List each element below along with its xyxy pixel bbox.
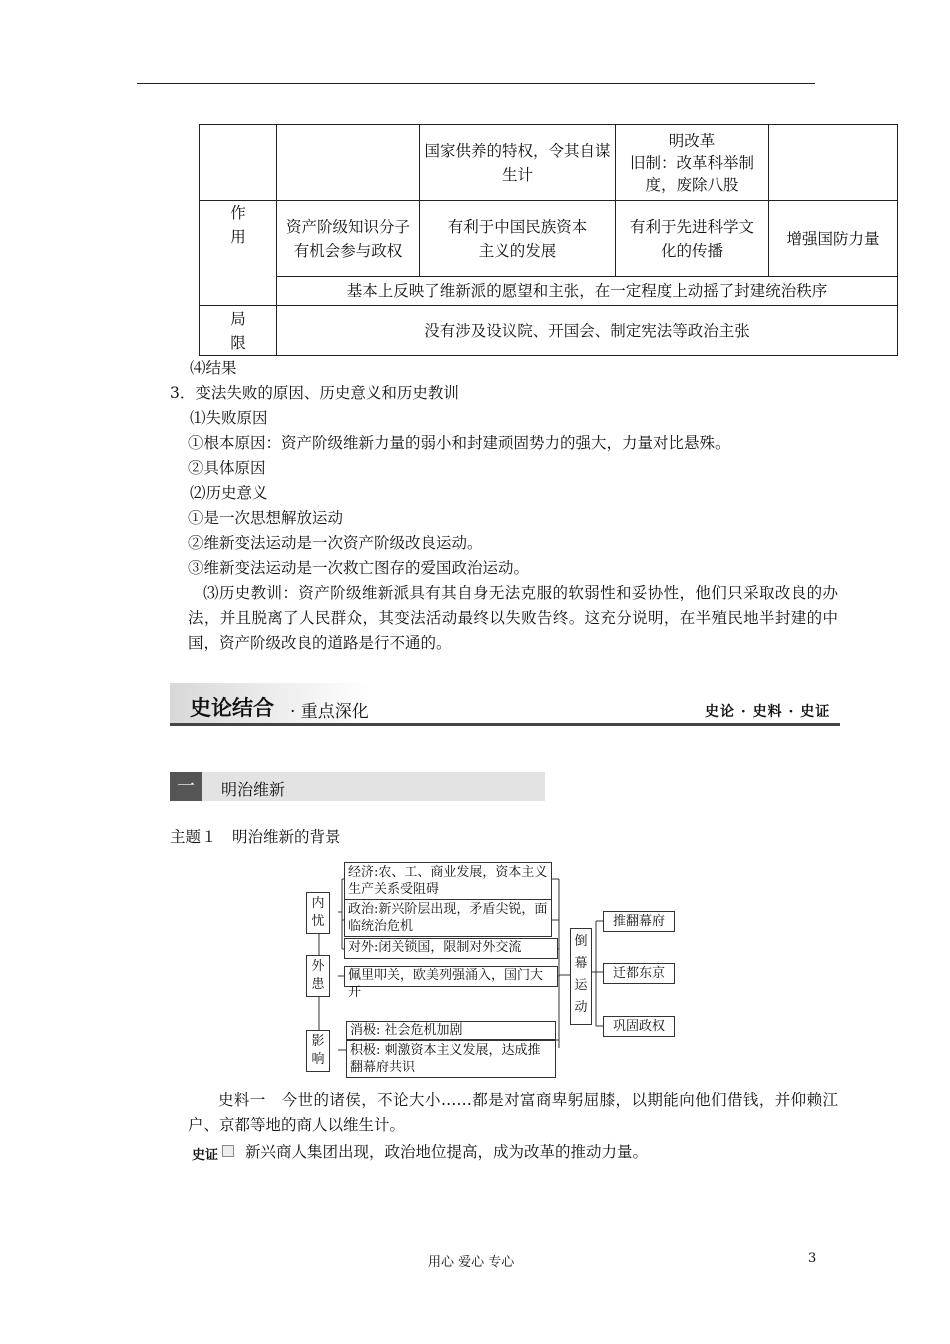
node-waihuan: 外患 bbox=[306, 955, 330, 997]
table-cell-line: 旧制：改革科举制度，废除八股 bbox=[629, 153, 754, 194]
node-duiwai: 对外:闭关锁国，限制对外交流 bbox=[344, 938, 558, 959]
row-label-juxian bbox=[200, 306, 277, 356]
table-cell: 增强国防力量 bbox=[769, 201, 898, 277]
table-summary: 基本上反映了维新派的愿望和主张，在一定程度上动摇了封建统治秩序 bbox=[277, 277, 898, 306]
node-xiaoji: 消极: 社会危机加剧 bbox=[346, 1021, 556, 1040]
row-label-text: 作用 bbox=[230, 204, 246, 246]
node-jiji: 积极: 刺激资本主义发展，达成推翻幕府共识 bbox=[346, 1040, 556, 1078]
root-cause: ①根本原因：资产阶级维新力量的弱小和封建顽固势力的强大，力量对比悬殊。 bbox=[188, 434, 731, 452]
significance-heading: ⑵历史意义 bbox=[190, 484, 268, 502]
shiliao-paragraph: 史料一 今世的诸侯，不论大小……都是对富商卑躬屈膝，以期能向他们借钱，并仰赖江户、京都等地的商人以维生计。 bbox=[188, 1091, 838, 1134]
shizheng-text: 新兴商人集团出现，政治地位提高，成为改革的推动力量。 bbox=[245, 1143, 649, 1161]
node-jingji: 经济:农、工、商业发展，资本主义生产关系受阻碍 bbox=[344, 862, 552, 900]
table-cell bbox=[616, 125, 769, 201]
specific-cause: ②具体原因 bbox=[188, 459, 266, 477]
page-footer: 用心 爱心 专心 bbox=[428, 1255, 515, 1270]
failure-heading: ⑴失败原因 bbox=[190, 409, 268, 427]
node-waihuan-detail: 佩里叩关，欧美列强涌入，国门大开 bbox=[344, 966, 558, 987]
node-daomu: 倒幕运动 bbox=[570, 928, 592, 1025]
significance-1: ①是一次思想解放运动 bbox=[188, 509, 344, 527]
table-cell: 有利于先进科学文化的传播 bbox=[616, 201, 769, 277]
row-label-text: 局限 bbox=[230, 309, 246, 352]
banner-subtitle: · 重点深化 bbox=[290, 702, 369, 722]
section-title: 明治维新 bbox=[221, 780, 286, 799]
result-heading: ⑷结果 bbox=[190, 359, 237, 377]
significance-3: ③维新变法运动是一次救亡图存的爱国政治运动。 bbox=[188, 559, 530, 577]
banner-title: 史论结合 bbox=[190, 696, 274, 720]
banner-rule bbox=[170, 723, 840, 726]
node-yingxiang: 影响 bbox=[306, 1030, 330, 1072]
table-cell: 资产阶级知识分子有机会参与政权 bbox=[277, 201, 420, 277]
header-rule bbox=[137, 83, 815, 84]
node-zhengzhi: 政治:新兴阶层出现，矛盾尖锐，面临统治危机 bbox=[344, 899, 552, 937]
section-heading-3: 3．变法失败的原因、历史意义和历史教训 bbox=[170, 384, 459, 402]
shizheng-tag: 史证 bbox=[192, 1148, 219, 1163]
table-cell: 国家供养的特权，令其自谋生计 bbox=[420, 125, 616, 201]
node-r3: 巩固政权 bbox=[603, 1016, 675, 1037]
row-label-zuoyong bbox=[200, 201, 277, 306]
arrow-icon bbox=[222, 1145, 234, 1157]
node-r2: 迁都东京 bbox=[603, 963, 675, 984]
page-number: 3 bbox=[808, 1251, 817, 1266]
banner-tagline: 史论 · 史料 · 史证 bbox=[705, 704, 831, 720]
table-cell: 没有涉及设议院、开国会、制定宪法等政治主张 bbox=[277, 306, 898, 356]
topic-heading: 主题１ 明治维新的背景 bbox=[170, 828, 341, 846]
node-r1: 推翻幕府 bbox=[603, 911, 675, 932]
table-cell-line: 明改革 bbox=[668, 131, 716, 150]
section-number: 一 bbox=[170, 772, 202, 801]
reform-table bbox=[199, 124, 898, 356]
table-cell bbox=[277, 125, 420, 201]
lesson-paragraph: ⑶历史教训：资产阶级维新派具有其自身无法克服的软弱性和妥协性，他们只采取改良的办法，并且脱离了人民群众，其变法活动最终以失败告终。这充分说明，在半殖民地半封建的中国，资产阶级改良的道路是行不通的。 bbox=[188, 584, 838, 652]
table-cell bbox=[200, 125, 277, 201]
node-neiyou: 内忧 bbox=[306, 892, 330, 934]
table-cell: 有利于中国民族资本主义的发展 bbox=[420, 201, 616, 277]
table-cell bbox=[769, 125, 898, 201]
significance-2: ②维新变法运动是一次资产阶级改良运动。 bbox=[188, 534, 483, 552]
